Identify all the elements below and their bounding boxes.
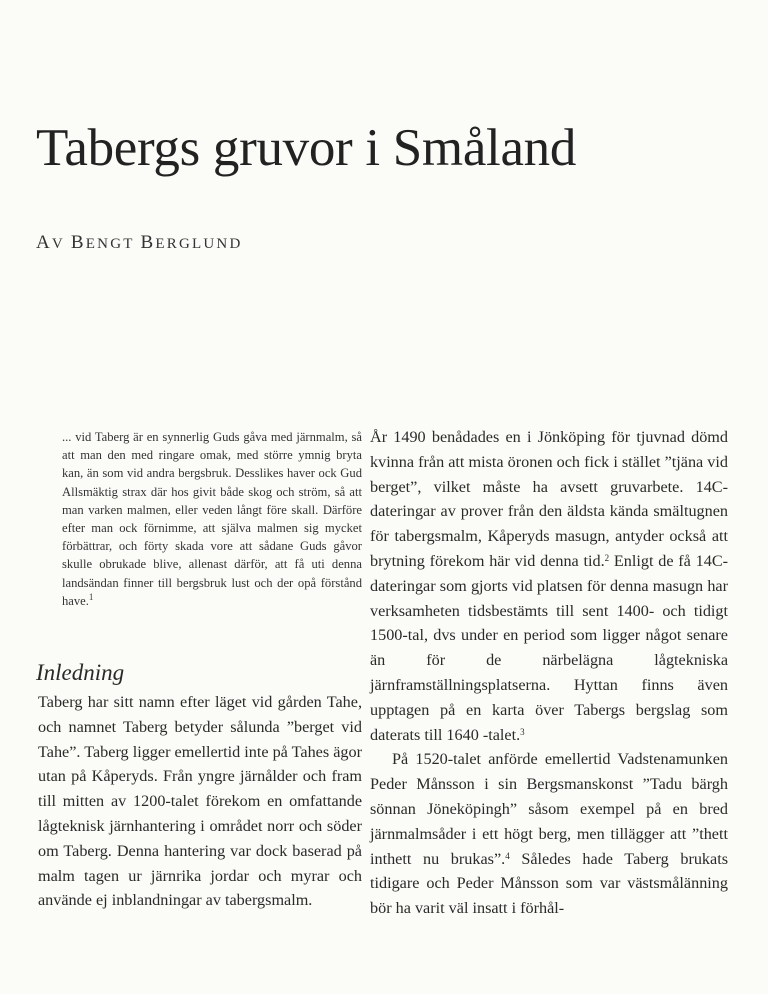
right-column-body xyxy=(370,425,728,921)
author-byline xyxy=(36,232,242,254)
byline-first-cap: B xyxy=(70,232,86,253)
left-column-body xyxy=(38,690,362,913)
article-title: Tabergs gruvor i Småland xyxy=(36,119,577,177)
footnote-marker-2: 2 xyxy=(604,552,610,563)
left-paragraph: Taberg har sitt namn efter läget vid gården Tahe, och namnet Taberg betyder sålunda ”berget vid Tahe”. Taberg ligger emellertid inte på Tahes ägor utan på Kåperyds. Från yngre järnålder och fram till mitten av 1200-talet förekom en omfattande lågteknisk järnhantering i området norr och söder om Taberg. Denna hantering var dock baserad på malm tagen ur järnrika jordar och myrar och använde ej inblandningar av tabergsmalm. xyxy=(38,693,362,910)
byline-first-rest: ENGT xyxy=(85,236,135,252)
byline-prefix-cap: A xyxy=(36,232,52,253)
byline-prefix-rest: V xyxy=(51,236,65,252)
right-p1-text-b: Enligt de få 14C-dateringar som gjorts vid platsen för denna masugn har verksamheten tidsbestämts till sent 1400- och tidigt 1500-tal, dvs under en period som ligger något senare än för de närbelägna lågtekniska järnframställningsplatserna. Hyttan finns även upptagen på en karta över Tabergs bergslag som daterats till 1640 -talet. xyxy=(370,551,729,744)
footnote-marker-3: 3 xyxy=(520,726,525,737)
quote-text: ... vid Taberg är en synnerlig Guds gåva med järnmalm, så att man den med ringare omak, med större ymnig bryta kan, än som vid andra bergsbruk. Desslikes haver ock Gud Allsmäktig strax där hos givit både skog och ström, så att man varken malmen, eller veden långt före skall. Därföre efter man ock förnimme, att själva malmen sig mycket förbättrar, och förty skada vore att sådane Guds gåvor skulle obrukade blive, allenast därför, att få uti denna landsändan finner till bergsbruk lust och der opå förstånd have. xyxy=(62,430,362,608)
right-p2-text-a: På 1520-talet anförde emellertid Vadstenamunken Peder Månsson i sin Bergsmanskonst ”Tadu bärgh sönnan Jöneköpingh” såsom exempel på en bred järnmalmsåder i ett högt berg, men tillägger att ”thett inthett nu brukas”. xyxy=(370,750,728,868)
right-paragraph-2 xyxy=(370,747,728,921)
right-p1-text-a: År 1490 benådades en i Jönköping för tjuvnad dömd kvinna från att mista öronen och fick i stället ”tjäna vid berget”, vilket måste ha avsett gruvarbete. 14C-dateringar av prover från den äldsta kända smältugnen för tabergsmalm, Kåperyds masugn, antyder också att brytning förekom här vid denna tid. xyxy=(370,428,728,570)
footnote-marker-1: 1 xyxy=(88,591,94,602)
epigraph-quote xyxy=(62,428,362,610)
right-p2-text-b: Således hade Taberg brukats tidigare och Peder Månsson som var västsmålänning bör ha varit väl insatt i förhål- xyxy=(370,849,729,918)
right-paragraph-1 xyxy=(370,425,728,747)
section-heading: Inledning xyxy=(36,660,125,685)
footnote-marker-4: 4 xyxy=(505,850,510,861)
byline-last-cap: B xyxy=(140,232,156,253)
byline-last-rest: ERGLUND xyxy=(155,236,243,252)
